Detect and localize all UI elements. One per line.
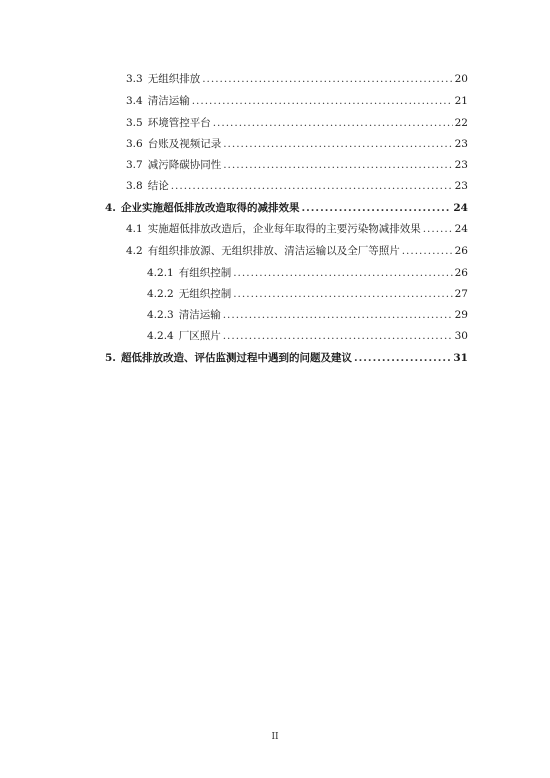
dot-leader [233, 266, 452, 280]
toc-entry-number: 3.6 [126, 138, 143, 150]
toc-entry-title: 环境管控平台 [147, 117, 211, 129]
toc-entry-3-5[interactable] [126, 116, 468, 130]
toc-entry-3-7[interactable] [126, 158, 468, 172]
toc-entry-4-2-2[interactable] [147, 287, 468, 301]
toc-entry-number: 4.2.4 [147, 330, 174, 342]
dot-leader [233, 287, 452, 301]
dot-leader [171, 179, 453, 193]
toc-entry-number: 4. [105, 202, 116, 214]
dot-leader [223, 329, 453, 343]
toc-entry-page: 22 [454, 117, 468, 129]
toc-entry-4-2-3[interactable] [147, 308, 468, 322]
toc-entry-3-6[interactable] [126, 137, 468, 151]
dot-leader [213, 116, 453, 130]
dot-leader [223, 158, 452, 172]
toc-entry-page: 21 [454, 95, 468, 107]
toc-entry-4-2-4[interactable] [147, 329, 468, 343]
page-number: II [271, 732, 279, 742]
toc-entry-page: 29 [454, 309, 468, 321]
toc-entry-page: 24 [454, 223, 468, 235]
dot-leader [223, 137, 452, 151]
toc-entry-page: 20 [454, 73, 468, 85]
toc-entry-title: 无组织控制 [178, 288, 232, 300]
toc-entry-3-4[interactable] [126, 94, 468, 108]
toc-entry-title: 减污降碳协同性 [147, 159, 222, 171]
toc-entry-number: 3.5 [126, 117, 143, 129]
toc-entry-number: 3.8 [126, 180, 143, 192]
toc-entry-number: 4.2 [126, 245, 143, 257]
toc-entry-number: 4.2.2 [147, 288, 174, 300]
toc-entry-page: 31 [453, 352, 468, 364]
toc-entry-page: 30 [454, 330, 468, 342]
toc-entry-page: 26 [454, 267, 468, 279]
toc-entry-title: 厂区照片 [178, 330, 221, 342]
toc-entry-number: 5. [105, 352, 116, 364]
toc-entry-number: 3.4 [126, 95, 143, 107]
toc-entry-title: 实施超低排放改造后，企业每年取得的主要污染物减排效果 [147, 223, 421, 235]
toc-entry-number: 3.3 [126, 73, 143, 85]
toc-entry-5[interactable] [105, 351, 468, 365]
toc-entry-4-2[interactable] [126, 244, 468, 258]
toc-entry-title: 台账及视频记录 [147, 138, 222, 150]
toc-entry-page: 23 [454, 159, 468, 171]
dot-leader [354, 351, 451, 365]
toc-entry-page: 24 [453, 202, 468, 214]
toc-entry-3-8[interactable] [126, 179, 468, 193]
dot-leader [202, 72, 452, 86]
toc-entry-page: 23 [454, 180, 468, 192]
toc-entry-number: 4.2.3 [147, 309, 174, 321]
toc-entry-page: 23 [454, 138, 468, 150]
dot-leader [192, 94, 453, 108]
toc-entry-4-1[interactable] [126, 222, 468, 236]
toc-entry-title: 结论 [147, 180, 169, 192]
toc-entry-title: 超低排放改造、评估监测过程中遇到的问题及建议 [120, 352, 352, 364]
toc-entry-4[interactable] [105, 201, 468, 215]
toc-entry-number: 4.1 [126, 223, 143, 235]
toc-entry-title: 清洁运输 [147, 95, 190, 107]
toc-entry-number: 4.2.1 [147, 267, 174, 279]
toc-entry-3-3[interactable] [126, 72, 468, 86]
toc-entry-page: 26 [454, 245, 468, 257]
toc-entry-title: 企业实施超低排放改造取得的减排效果 [120, 202, 300, 214]
toc-entry-title: 有组织控制 [178, 267, 232, 279]
toc-entry-number: 3.7 [126, 159, 143, 171]
dot-leader [402, 244, 453, 258]
toc-entry-page: 27 [454, 288, 468, 300]
dot-leader [301, 201, 451, 215]
toc-entry-title: 清洁运输 [178, 309, 221, 321]
dot-leader [423, 222, 453, 236]
toc-entry-title: 无组织排放 [147, 73, 201, 85]
toc-entry-title: 有组织排放源、无组织排放、清洁运输以及全厂等照片 [147, 245, 400, 257]
toc-entry-4-2-1[interactable] [147, 266, 468, 280]
dot-leader [223, 308, 453, 322]
